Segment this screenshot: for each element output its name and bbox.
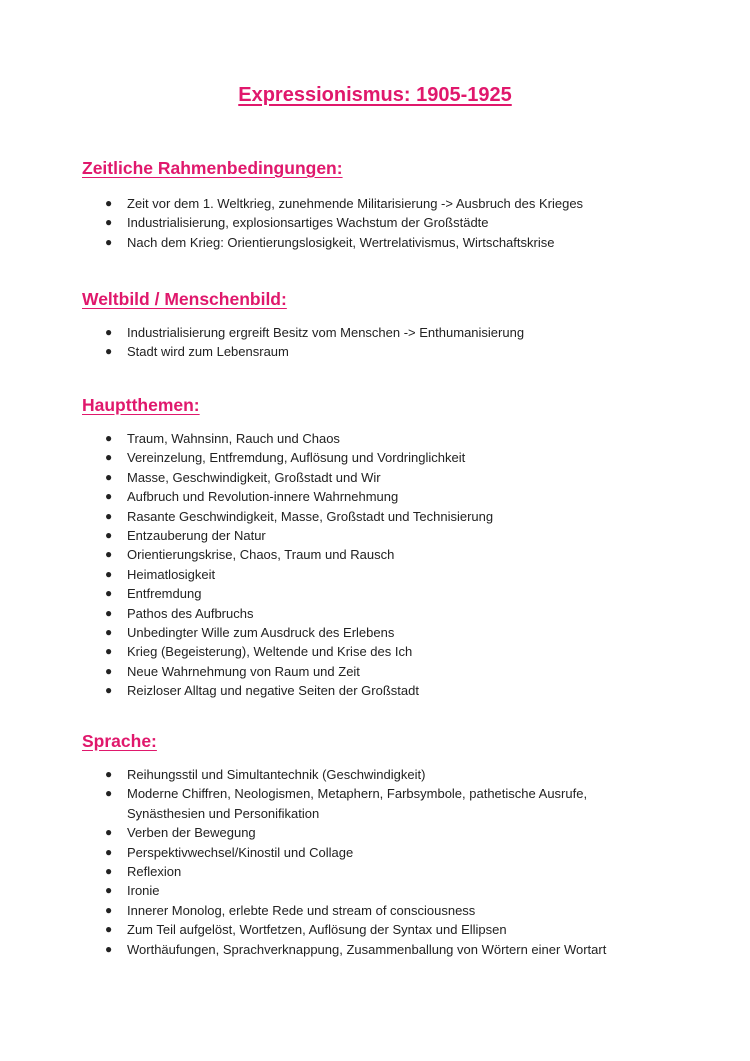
list-item: ● Heimatlosigkeit	[0, 565, 647, 584]
list-item: ● Masse, Geschwindigkeit, Großstadt und Wir	[0, 468, 647, 487]
bullet-icon: ●	[105, 586, 113, 601]
bullet-icon: ●	[105, 508, 113, 523]
list-item: ● Rasante Geschwindigkeit, Masse, Großstadt und Technisierung	[0, 507, 647, 526]
list-item: ● Traum, Wahnsinn, Rauch und Chaos	[0, 429, 647, 448]
bullet-icon: ●	[105, 625, 113, 640]
list-item: ● Neue Wahrnehmung von Raum und Zeit	[0, 662, 647, 681]
bullet-icon: ●	[105, 325, 113, 339]
list-item: ● Reizloser Alltag und negative Seiten der Großstadt	[0, 681, 647, 700]
bullet-icon: ●	[105, 883, 113, 898]
list-item: ● Verben der Bewegung	[0, 823, 647, 842]
list-item: ● Moderne Chiffren, Neologismen, Metaphern, Farbsymbole, pathetische Ausrufe, Synästhesien und Personifikation	[105, 786, 588, 821]
bullet-icon: ●	[105, 344, 113, 359]
section-heading-sprache: Sprache:	[82, 731, 157, 751]
list-item: ● Krieg (Begeisterung), Weltende und Krise des Ich	[0, 642, 647, 661]
bullet-icon: ●	[105, 864, 113, 879]
section-heading-zeitliche-rahmenbedingungen: Zeitliche Rahmenbedingungen:	[82, 158, 343, 178]
bullet-icon: ●	[105, 450, 113, 465]
list-item: ● Ironie	[0, 881, 647, 900]
section-heading-weltbild-menschenbild: Weltbild / Menschenbild:	[82, 289, 287, 309]
list-item: ● Stadt wird zum Lebensraum	[0, 342, 647, 361]
list-item: ● Entzauberung der Natur	[0, 526, 647, 545]
list-item: ● Vereinzelung, Entfremdung, Auflösung und Vordringlichkeit	[0, 448, 647, 467]
list-item: ● Zum Teil aufgelöst, Wortfetzen, Auflösung der Syntax und Ellipsen	[0, 920, 647, 939]
bullet-icon: ●	[105, 215, 113, 230]
section-list-sprache	[0, 765, 647, 959]
document-title: Expressionismus: 1905-1925	[238, 84, 512, 106]
bullet-icon: ●	[105, 566, 113, 581]
bullet-icon: ●	[105, 922, 113, 937]
list-item: ● Reihungsstil und Simultantechnik (Geschwindigkeit)	[0, 765, 647, 784]
bullet-icon: ●	[105, 663, 113, 678]
list-item: ● Pathos des Aufbruchs	[0, 604, 647, 623]
bullet-icon: ●	[105, 825, 113, 840]
list-item: ● Orientierungskrise, Chaos, Traum und Rausch	[0, 545, 647, 564]
section-list-hauptthemen	[0, 429, 647, 701]
list-item: ● Reflexion	[0, 862, 647, 881]
list-item: ● Industrialisierung ergreift Besitz vom Menschen -> Enthumanisierung	[0, 323, 647, 342]
list-item: ● Nach dem Krieg: Orientierungslosigkeit, Wertrelativismus, Wirtschaftskrise	[0, 233, 647, 252]
section-heading-hauptthemen: Hauptthemen:	[82, 395, 200, 415]
bullet-icon: ●	[105, 547, 113, 562]
bullet-icon: ●	[105, 902, 113, 917]
bullet-icon: ●	[105, 683, 113, 698]
list-item: ● Unbedingter Wille zum Ausdruck des Erlebens	[0, 623, 647, 642]
section-list-weltbild-menschenbild	[0, 323, 647, 362]
bullet-icon: ●	[105, 431, 113, 445]
list-item: ● Entfremdung	[0, 584, 647, 603]
list-item: ● Perspektivwechsel/Kinostil und Collage	[0, 843, 647, 862]
bullet-icon: ●	[105, 469, 113, 484]
bullet-icon: ●	[105, 605, 113, 620]
section-list-zeitliche-rahmenbedingungen	[0, 194, 647, 252]
bullet-icon: ●	[105, 644, 113, 659]
bullet-icon: ●	[105, 844, 113, 859]
list-item: ● Aufbruch und Revolution-innere Wahrnehmung	[0, 487, 647, 506]
bullet-icon: ●	[105, 941, 113, 956]
bullet-icon: ●	[105, 234, 113, 249]
bullet-icon: ●	[105, 528, 113, 543]
bullet-icon: ●	[105, 786, 113, 801]
bullet-icon: ●	[105, 196, 113, 210]
bullet-icon: ●	[105, 767, 113, 781]
bullet-icon: ●	[105, 489, 113, 504]
list-item: ● Worthäufungen, Sprachverknappung, Zusammenballung von Wörtern einer Wortart	[0, 940, 647, 959]
list-item: ● Innerer Monolog, erlebte Rede und stream of consciousness	[0, 901, 647, 920]
list-item: ● Industrialisierung, explosionsartiges Wachstum der Großstädte	[0, 213, 647, 232]
list-item: ● Zeit vor dem 1. Weltkrieg, zunehmende Militarisierung -> Ausbruch des Krieges	[0, 194, 647, 213]
